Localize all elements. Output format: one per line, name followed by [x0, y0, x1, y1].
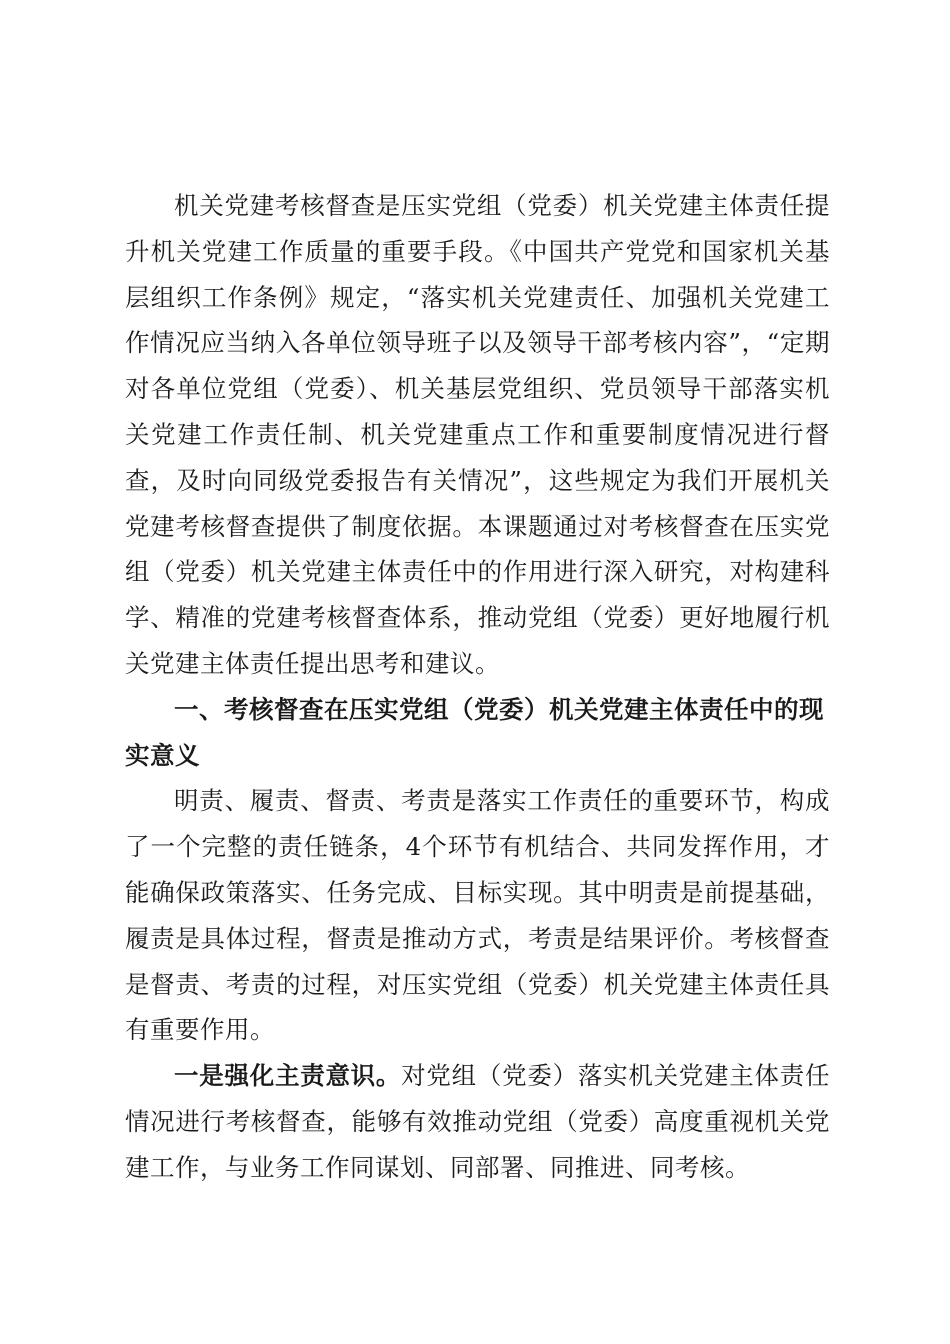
point-lead: 一是强化主责意识。: [174, 1061, 402, 1091]
section-paragraph: 明责、履责、督责、考责是落实工作责任的重要环节，构成了一个完整的责任链条，4个环节有机结合、共同发挥作用，才能确保政策落实、任务完成、目标实现。其中明责是前提基础，履责是具体过程，督责是推动方式，考责是结果评价。考核督查是督责、考责的过程，对压实党组（党委）机关党建主体责任具有重要作用。: [125, 786, 830, 1045]
intro-paragraph: 机关党建考核督查是压实党组（党委）机关党建主体责任提升机关党建工作质量的重要手段。《中国共产党党和国家机关基层组织工作条例》规定，“落实机关党建责任、加强机关党建工作情况应当纳入各单位领导班子以及领导干部考核内容”，“定期对各单位党组（党委）、机关基层党组织、党员领导干部落实机关党建工作责任制、机关党建重点工作和重要制度情况进行督查，及时向同级党委报告有关情况”，这些规定为我们开展机关党建考核督查提供了制度依据。本课题通过对考核督查在压实党组（党委）机关党建主体责任中的作用进行深入研究，对构建科学、精准的党建考核督查体系，推动党组（党委）更好地履行机关党建主体责任提出思考和建议。: [125, 191, 830, 678]
point-paragraph: [125, 1053, 830, 1190]
document-body: [125, 183, 830, 1191]
section-heading: 一、考核督查在压实党组（党委）机关党建主体责任中的现实意义: [125, 694, 824, 770]
point-body: 对党组（党委）落实机关党建主体责任情况进行考核督查，能够有效推动党组（党委）高度重视机关党建工作，与业务工作同谋划、同部署、同推进、同考核。: [125, 1061, 831, 1182]
